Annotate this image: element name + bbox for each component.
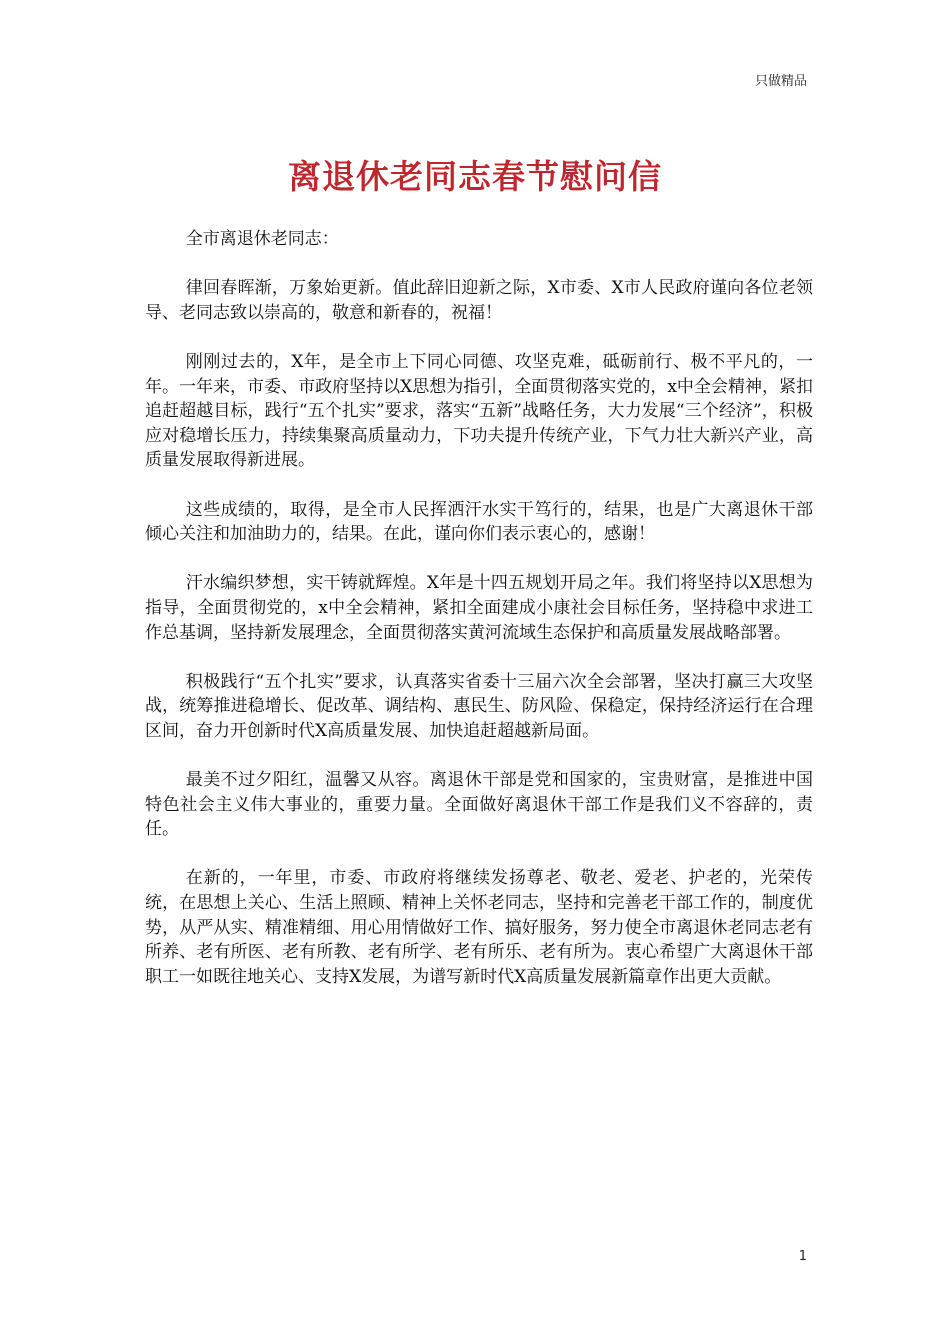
document-title: 离退休老同志春节慰问信: [288, 157, 662, 196]
paragraph: 刚刚过去的，X年，是全市上下同心同德、攻坚克难，砥砺前行、极不平凡的，一年。一年来，市委、市政府坚持以X思想为指引，全面贯彻落实党的，x中全会精神，紧扣追赶超越目标，践行“五个扎实”要求，落实“五新”战略任务，大力发展“三个经济”，积极应对稳增长压力，持续集聚高质量动力，下功夫提升传统产业，下气力壮大新兴产业，高质量发展取得新进展。: [145, 351, 813, 471]
paragraph: 律回春晖渐，万象始更新。值此辞旧迎新之际，X市委、X市人民政府谨向各位老领导、老同志致以崇高的，敬意和新春的，祝福！: [145, 278, 813, 323]
salutation: 全市离退休老同志：: [185, 229, 339, 249]
paragraph: 这些成绩的，取得，是全市人民挥洒汗水实干笃行的，结果，也是广大离退休干部倾心关注和加油助力的，结果。在此，谨向你们表示衷心的，感谢！: [145, 499, 813, 545]
paragraph: 积极践行“五个扎实”要求，认真落实省委十三届六次全会部署，坚决打赢三大攻坚战，统筹推进稳增长、促改革、调结构、惠民生、防风险、保稳定，保持经济运行在合理区间，奋力开创新时代X高质量发展、加快追赶超越新局面。: [145, 671, 813, 741]
page-number: 1: [798, 1249, 807, 1264]
paragraph: 在新的，一年里，市委、市政府将继续发扬尊老、敬老、爱老、护老的，光荣传统，在思想上关心、生活上照顾、精神上关怀老同志，坚持和完善老干部工作的，制度优势，从严从实、精准精细、用心用情做好工作、搞好服务，努力使全市离退休老同志老有所养、老有所医、老有所教、老有所学、老有所乐、老有所为。衷心希望广大离退休干部职工一如既往地关心、支持X发展，为谱写新时代X高质量发展新篇章作出更大贡献。: [145, 868, 813, 987]
paragraph: 汗水编织梦想，实干铸就辉煌。X年是十四五规划开局之年。我们将坚持以X思想为指导，全面贯彻党的，x中全会精神，紧扣全面建成小康社会目标任务，坚持稳中求进工作总基调，坚持新发展理念，全面贯彻落实黄河流域生态保护和高质量发展战略部署。: [145, 573, 813, 643]
paragraph: 最美不过夕阳红，温馨又从容。离退休干部是党和国家的，宝贵财富，是推进中国特色社会主义伟大事业的，重要力量。全面做好离退休干部工作是我们义不容辞的，责任。: [145, 770, 813, 840]
letter-body: [145, 227, 813, 1014]
header-note: 只做精品: [754, 74, 807, 89]
